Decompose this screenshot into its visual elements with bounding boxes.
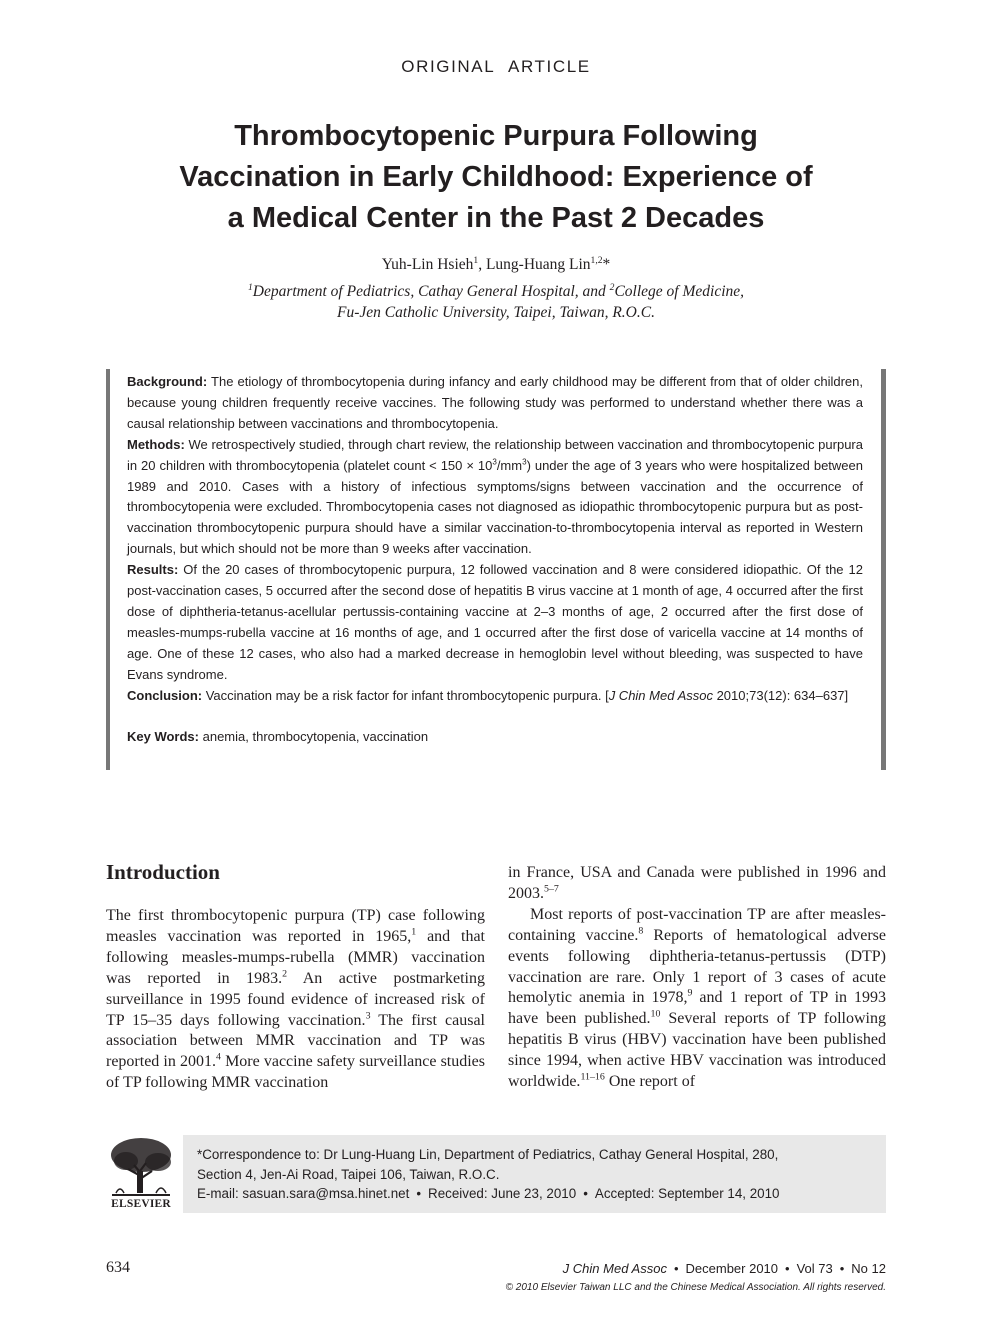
article-title bbox=[120, 116, 872, 239]
abstract bbox=[106, 369, 886, 770]
body-text: Reports of hematological adverse events following diphtheria-tetanus-pertussis (DTP) vaccination are rare. Only 1 report of 3 cases of acute hemolytic anemia in 1978, bbox=[508, 926, 887, 1007]
keywords-text: anemia, thrombocytopenia, vaccination bbox=[199, 728, 429, 744]
bullet-separator: • bbox=[839, 1261, 845, 1276]
bullet-separator: • bbox=[583, 1186, 588, 1201]
received-date: Received: June 23, 2010 bbox=[428, 1186, 577, 1201]
body-column-left bbox=[106, 906, 485, 1094]
corresponding-mark: * bbox=[602, 256, 611, 273]
issue-number: No 12 bbox=[851, 1261, 886, 1276]
author-affil-ref: 1,2 bbox=[590, 254, 603, 266]
exponent: 3 bbox=[522, 457, 527, 467]
body-column-right bbox=[508, 863, 886, 1093]
abstract-label: Key Words: bbox=[127, 728, 199, 744]
body-text: More vaccine safety surveillance studies of TP following MMR vaccination bbox=[106, 1053, 486, 1092]
affiliation-line: Fu-Jen Catholic University, Taipei, Taiwan, R.O.C. bbox=[337, 304, 655, 321]
abstract-text: /mm bbox=[496, 457, 523, 473]
abstract-label: Methods: bbox=[127, 436, 185, 452]
abstract-keywords bbox=[127, 727, 863, 748]
bullet-separator: • bbox=[673, 1261, 679, 1276]
email-link[interactable]: E-mail: sasuan.sara@msa.hinet.net bbox=[197, 1186, 410, 1201]
correspondence-info bbox=[197, 1145, 877, 1204]
abstract-text: Of the 20 cases of thrombocytopenic purpura, 12 followed vaccination and 8 were considered idiopathic. Of the 12 post-vaccination cases, 5 occurred after the second dose of hepatitis B virus vaccine at 1 month of age, 4 occurred after the first dose of diphtheria-tetanus-acellular pertussis-containing vaccine at 2–3 months of age, 2 occurred after the first dose of measles-mumps-rubella vaccine at 16 months of age, and 1 occurred after the first dose of varicella vaccine at 14 months of age. One of these 12 cases, who also had a marked decrease in hemoglobin level without bleeding, was suspected to have Evans syndrome. bbox=[127, 562, 863, 682]
body-text: Several reports of TP following hepatitis B virus (HBV) vaccination have been published since 1994, when active HBV vaccination was introduced worldwide. bbox=[508, 1010, 886, 1091]
body-text: One report of bbox=[604, 1073, 696, 1091]
citation-details: 2010;73(12): 634–637] bbox=[712, 687, 849, 703]
reference-marker[interactable]: 10 bbox=[650, 1009, 661, 1021]
bullet-separator: • bbox=[416, 1186, 422, 1201]
affiliations bbox=[0, 281, 992, 323]
title-line: a Medical Center in the Past 2 Decades bbox=[227, 202, 765, 234]
correspondence-line: *Correspondence to: Dr Lung-Huang Lin, Department of Pediatrics, Cathay General Hospital, 280, bbox=[197, 1147, 779, 1162]
affiliation-line bbox=[0, 281, 992, 302]
exponent: 3 bbox=[492, 457, 497, 467]
body-text: Most reports of post-vaccination TP are after measles-containing vaccine. bbox=[508, 905, 886, 944]
copyright-notice: © 2010 Elsevier Taiwan LLC and the Chinese Medical Association. All rights reserved. bbox=[505, 1282, 886, 1293]
section-label: ORIGINAL ARTICLE bbox=[401, 57, 591, 76]
author-name: Yuh-Lin Hsieh bbox=[381, 256, 474, 273]
reference-marker[interactable]: 5–7 bbox=[544, 883, 559, 895]
author-name: Lung-Huang Lin bbox=[485, 256, 591, 273]
abstract-text: Vaccination may be a risk factor for infant thrombocytopenic purpura. [ bbox=[202, 687, 609, 703]
reference-marker[interactable]: 1 bbox=[411, 926, 417, 938]
journal-footer bbox=[563, 1261, 886, 1276]
body-text: The first causal association between MMR vaccination and TP was reported in 2001. bbox=[106, 1011, 485, 1071]
abstract-label: Results: bbox=[127, 562, 179, 578]
abstract-label: Conclusion: bbox=[127, 687, 203, 703]
accepted-date: Accepted: September 14, 2010 bbox=[594, 1186, 780, 1201]
affiliation-text: College of Medicine, bbox=[614, 283, 745, 300]
journal-name: J Chin Med Assoc bbox=[562, 1261, 667, 1276]
abstract-text: We retrospectively studied, through chart review, the relationship between vaccination and thrombocytopenic purpura in 20 children with thrombocytopenia (platelet count < 150 × 10 bbox=[127, 436, 863, 473]
introduction-heading: Introduction bbox=[106, 860, 220, 884]
correspondence-line bbox=[197, 1184, 877, 1204]
reference-marker[interactable]: 2 bbox=[282, 968, 288, 980]
abstract-results bbox=[127, 560, 863, 685]
abstract-label: Background: bbox=[127, 374, 208, 389]
citation-journal: J Chin Med Assoc bbox=[608, 687, 713, 703]
body-paragraph bbox=[508, 905, 886, 1093]
body-text: in France, USA and Canada were published in 1996 and 2003. bbox=[508, 864, 886, 902]
body-text: An active postmarketing surveillance in 1995 found evidence of increased risk of TP 15–35 days following vaccination. bbox=[106, 969, 485, 1029]
abstract-conclusion bbox=[127, 686, 863, 707]
abstract-background bbox=[127, 372, 863, 435]
body-text: and 1 report of TP in 1993 have been published. bbox=[508, 989, 887, 1028]
body-text: The first thrombocytopenic purpura (TP) case following measles vaccination was reported in 1965, bbox=[106, 907, 485, 945]
reference-marker[interactable]: 3 bbox=[365, 1010, 371, 1022]
abstract-methods bbox=[127, 435, 863, 560]
correspondence-line: Section 4, Jen-Ai Road, Taipei 106, Taiwan, R.O.C. bbox=[197, 1166, 500, 1182]
affiliation-text: Department of Pediatrics, Cathay General Hospital, and bbox=[252, 283, 610, 300]
body-text: and that following measles-mumps-rubella (MMR) vaccination was reported in 1983. bbox=[106, 927, 486, 987]
body-paragraph bbox=[106, 906, 485, 1094]
publisher-logo-text: ELSEVIER bbox=[111, 1198, 171, 1210]
body-paragraph bbox=[508, 863, 886, 905]
title-line: Vaccination in Early Childhood: Experience of bbox=[179, 161, 813, 193]
abstract-text: ) under the age of 3 years who were hospitalized between 1989 and 2010. Cases with a history of infectious symptoms/signs between vaccination and the occurrence of thrombocytopenia were excluded. Thrombocytopenia cases not diagnosed as idiopathic thrombocytopenic purpura but as post-vaccination thrombocytopenic purpura should have a similar vaccination-to-thrombocytopenia interval as reported in Western journals, but which should not be more than 9 weeks after vaccination. bbox=[127, 457, 863, 557]
title-line: Thrombocytopenic Purpura Following bbox=[234, 120, 758, 152]
affil-marker: 2 bbox=[609, 281, 615, 293]
issue-date: December 2010 bbox=[685, 1261, 779, 1276]
author-separator: , bbox=[478, 256, 486, 273]
page-number: 634 bbox=[106, 1259, 130, 1276]
author-affil-ref: 1 bbox=[473, 254, 479, 266]
bullet-separator: • bbox=[785, 1261, 790, 1276]
abstract-text: The etiology of thrombocytopenia during infancy and early childhood may be different from that of older children, because young children frequently receive vaccines. The following study was performed to understand whether there was a causal relationship between vaccinations and thrombocytopenia. bbox=[127, 374, 863, 431]
affil-marker: 1 bbox=[247, 281, 253, 293]
reference-marker[interactable]: 9 bbox=[687, 988, 693, 1000]
reference-marker[interactable]: 11–16 bbox=[580, 1071, 605, 1083]
reference-marker[interactable]: 4 bbox=[216, 1052, 221, 1064]
reference-marker[interactable]: 8 bbox=[638, 925, 644, 937]
author-list bbox=[0, 254, 992, 276]
volume: Vol 73 bbox=[796, 1261, 833, 1276]
